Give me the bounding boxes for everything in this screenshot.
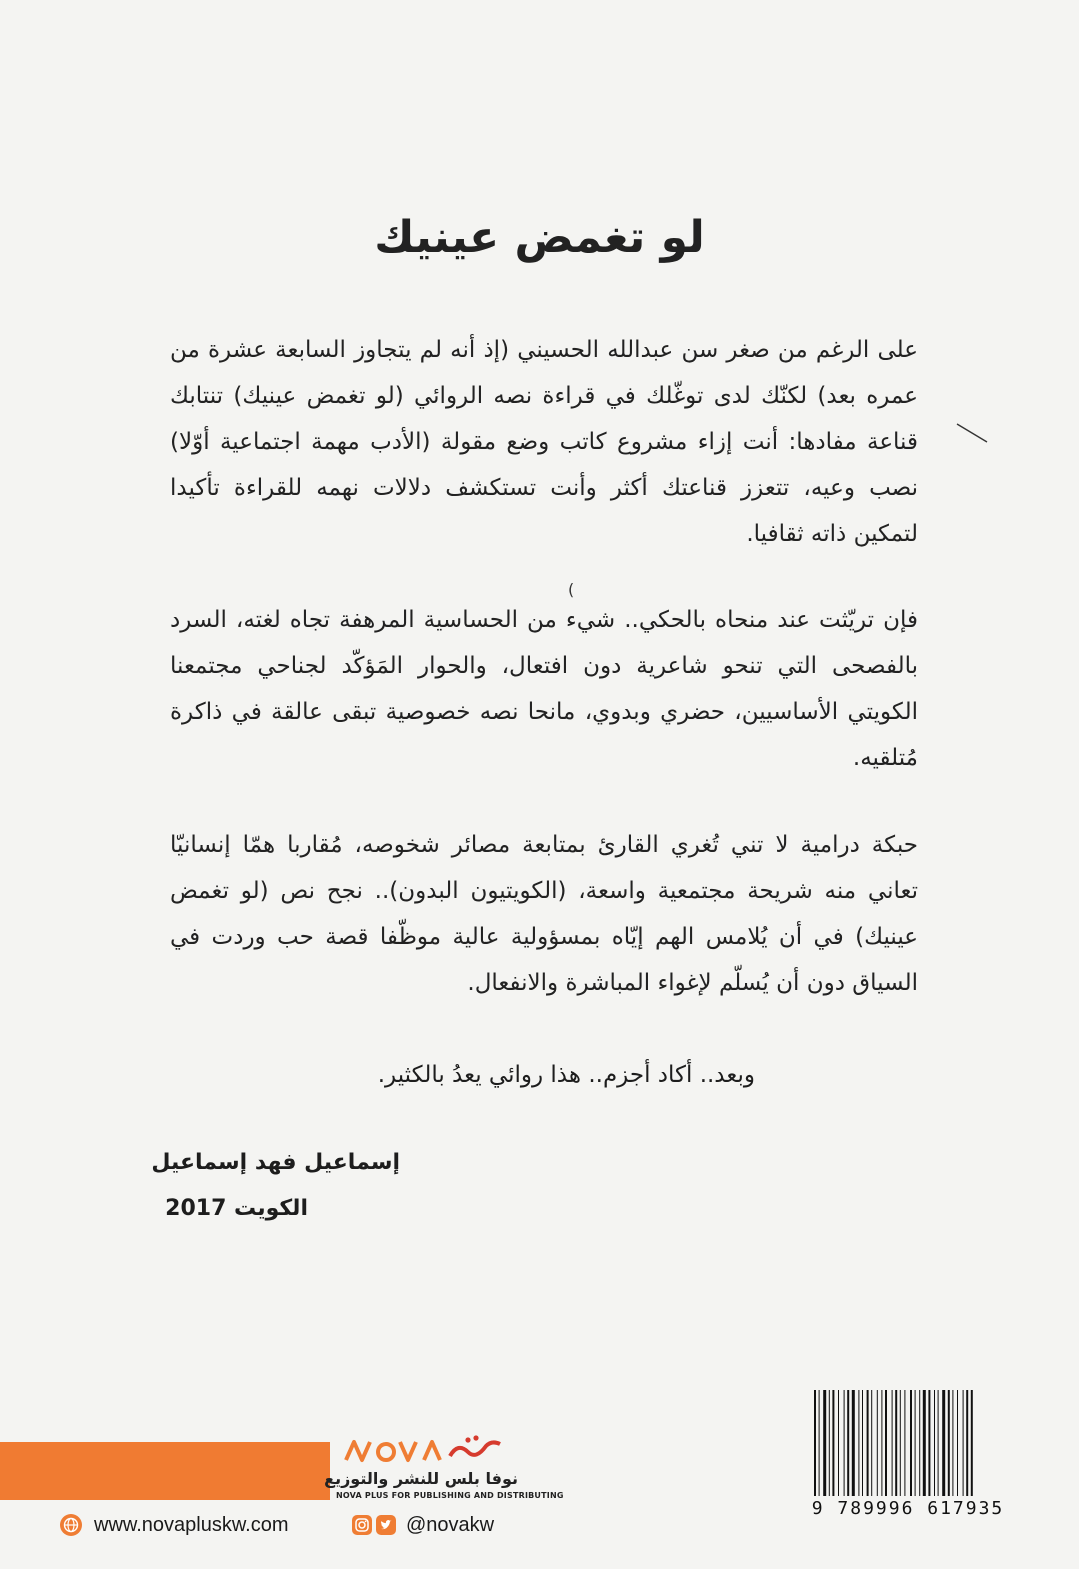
publisher-name-ar: نوفا بلس للنشر والتوزيع xyxy=(324,1469,518,1488)
nova-logo-mark xyxy=(340,1432,516,1466)
publisher-name-en: NOVA PLUS FOR PUBLISHING AND DISTRIBUTING xyxy=(336,1491,564,1500)
barcode-icon xyxy=(812,1390,1010,1496)
website-link[interactable]: www.novapluskw.com xyxy=(94,1513,289,1536)
orange-band xyxy=(0,1442,330,1500)
book-title: لو تغمض عينيك xyxy=(374,212,705,263)
social-handle[interactable]: @novakw xyxy=(406,1513,495,1536)
paragraph-1: على الرغم من صغر سن عبدالله الحسيني (إذ أنه لم يتجاوز السابعة عشرة من عمره بعد) لكنّك لدى توغّلك في قراءة نصه الروائي (لو تغمض عينيك) تنتابك قناعة مفادها: أنت إزاء مشروع كاتب وضع مقولة (الأدب مهمة اجتماعية أوّلا) نصب وعيه، تتعزز قناعتك أكثر وأنت تستكشف دلالات نهمه للقراءة تأكيدا لتمكين ذاته ثقافيا. xyxy=(170,337,918,547)
stray-mark: ( xyxy=(568,580,575,599)
twitter-icon[interactable] xyxy=(376,1515,396,1535)
closing-line: وبعد.. أكاد أجزم.. هذا روائي يعدُ بالكثير. xyxy=(377,1062,755,1088)
paragraph-3: حبكة درامية لا تني تُغري القارئ بمتابعة مصائر شخوصه، مُقاربا همّا إنسانيّا تعاني منه شريحة مجتمعية واسعة، (الكويتيون البدون).. نجح نص (لو تغمض عينيك) في أن يُلامس الهم إيّاه بمسؤولية عالية موظّفا قصة حب وردت في السياق دون أن يُسلّم لإغواء المباشرة والانفعال. xyxy=(170,832,918,996)
social-row xyxy=(352,1510,494,1540)
barcode-number: 9 789996 617935 xyxy=(811,1498,1005,1519)
globe-icon xyxy=(60,1514,82,1536)
instagram-icon[interactable] xyxy=(352,1515,372,1535)
paragraph-2: فإن تريّثت عند منحاه بالحكي.. شيء من الحساسية المرهفة تجاه لغته، السرد بالفصحى التي تنحو شاعرية دون افتعال، والحوار المَؤكّد لجناحي مجتمعنا الكويتي الأساسيين، حضري وبدوي، مانحا نصه خصوصية تبقى عالقة في ذاكرة مُتلقيه. xyxy=(170,607,918,771)
margin-mark xyxy=(955,418,991,446)
barcode xyxy=(794,1384,1022,1527)
author-name: إسماعيل فهد إسماعيل xyxy=(151,1150,400,1175)
place-year: الكويت 2017 xyxy=(165,1196,308,1221)
website-row xyxy=(60,1510,289,1540)
publisher-logo xyxy=(324,1432,564,1504)
